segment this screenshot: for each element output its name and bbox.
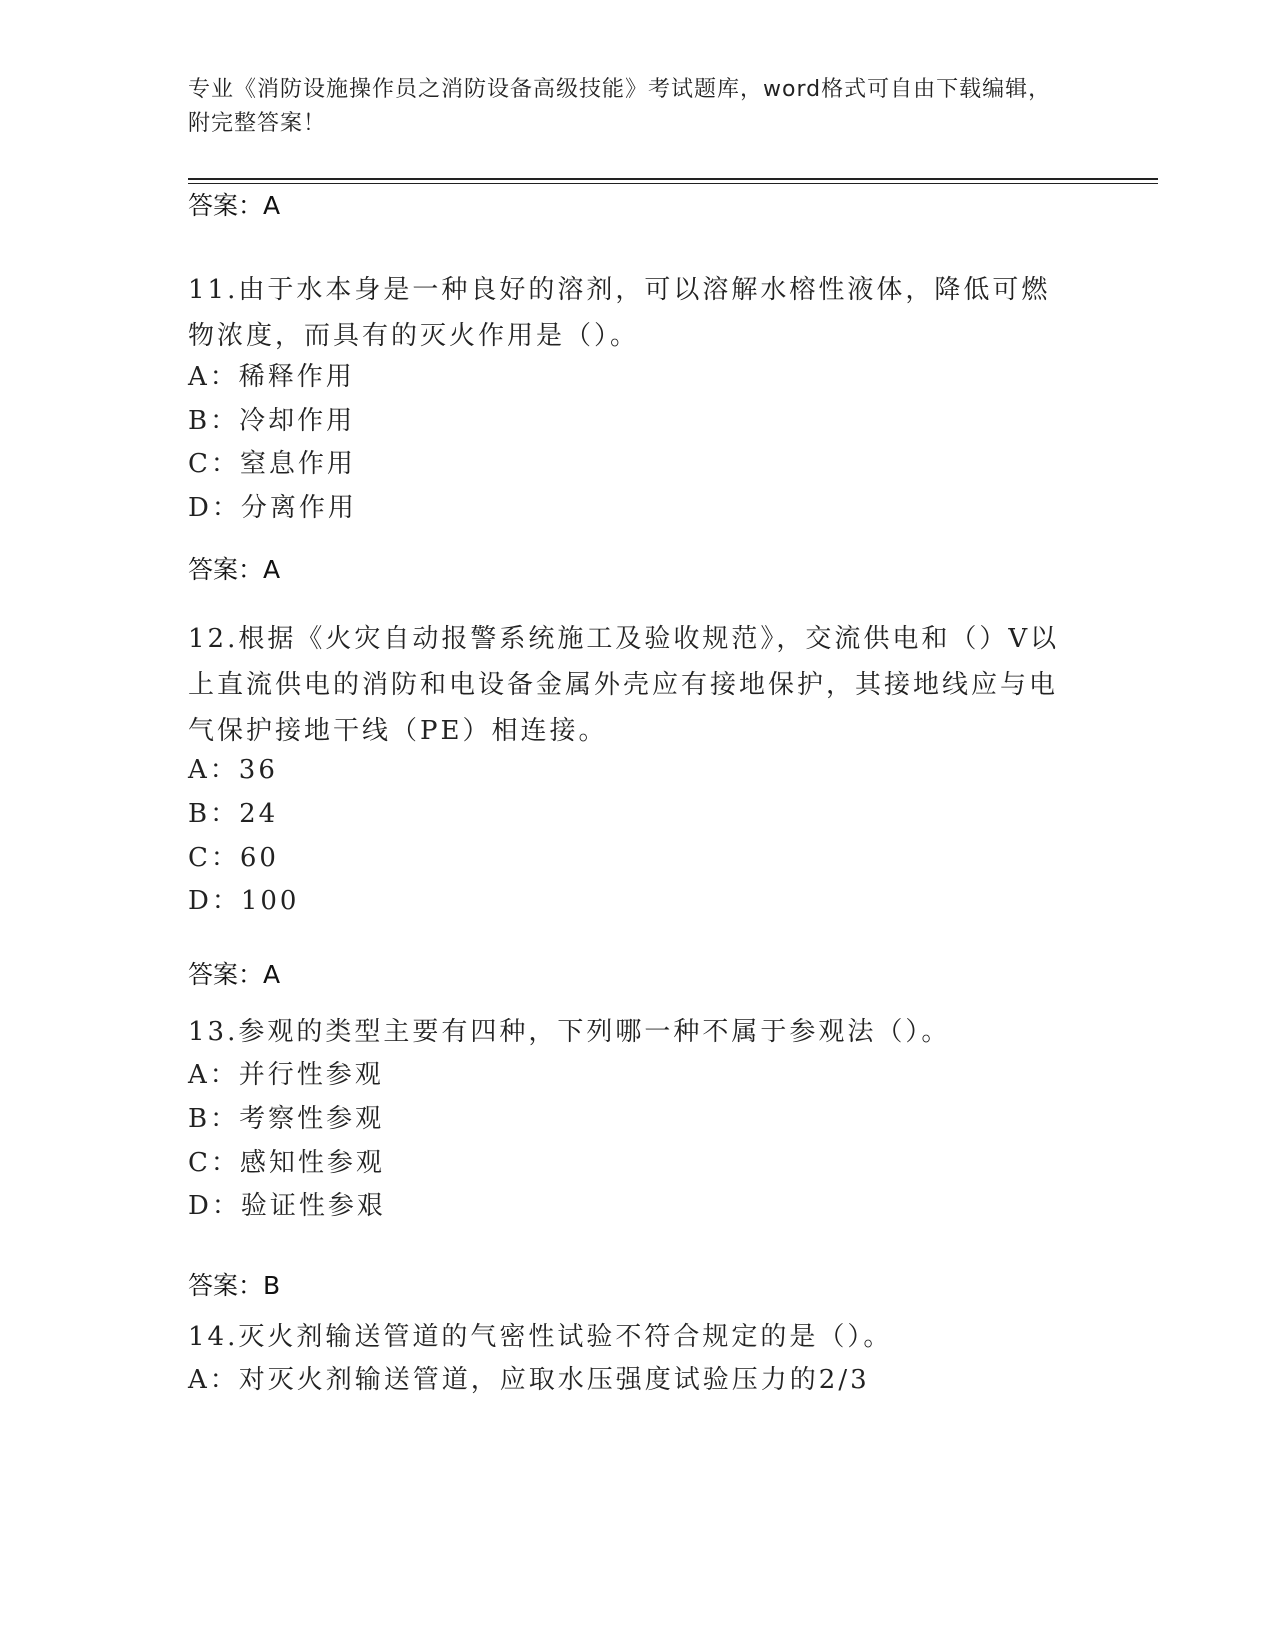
question-13-option-a: A：并行性参观 — [188, 1060, 384, 1090]
question-12-stem: 12.根据《火灾自动报警系统施工及验收规范》，交流供电和（）V以上直流供电的消防和电设备金属外壳应有接地保护，其接地线应与电气保护接地干线（PE）相连接。 — [188, 624, 1060, 746]
question-13-option-c: C：感知性参观 — [188, 1148, 385, 1178]
question-11-stem: 11.由于水本身是一种良好的溶剂，可以溶解水榕性液体，降低可燃物浓度，而具有的灭火作用是（）。 — [188, 275, 1051, 351]
question-14-stem: 14.灭火剂输送管道的气密性试验不符合规定的是（）。 — [188, 1322, 893, 1352]
question-11-answer: 答案：A — [188, 555, 281, 584]
question-13-option-b: B：考察性参观 — [188, 1104, 385, 1134]
header-divider — [188, 178, 1158, 180]
question-12-option-b: B：24 — [188, 799, 279, 829]
header-divider-thin — [188, 183, 1158, 184]
question-14-option-a: A：对灭火剂输送管道，应取水压强度试验压力的2/3 — [188, 1365, 870, 1395]
question-11-option-d: D：分离作用 — [188, 493, 357, 523]
question-11-option-a: A：稀释作用 — [188, 362, 355, 392]
previous-answer: 答案：A — [188, 191, 281, 220]
question-11-option-c: C：窒息作用 — [188, 449, 356, 479]
question-13-stem: 13.参观的类型主要有四种，下列哪一种不属于参观法（）。 — [188, 1017, 951, 1047]
question-13-option-d: D：验证性参艰 — [188, 1191, 386, 1221]
question-13-answer: 答案：B — [188, 1271, 281, 1300]
question-12-answer: 答案：A — [188, 960, 281, 989]
page-header: 专业《消防设施操作员之消防设备高级技能》考试题库，word格式可自由下载编辑，附完整答案！ — [188, 77, 1052, 136]
question-12-option-a: A：36 — [188, 755, 278, 785]
question-12-option-c: C：60 — [188, 843, 279, 873]
question-11-option-b: B：冷却作用 — [188, 406, 356, 436]
question-12-option-d: D：100 — [188, 886, 300, 916]
